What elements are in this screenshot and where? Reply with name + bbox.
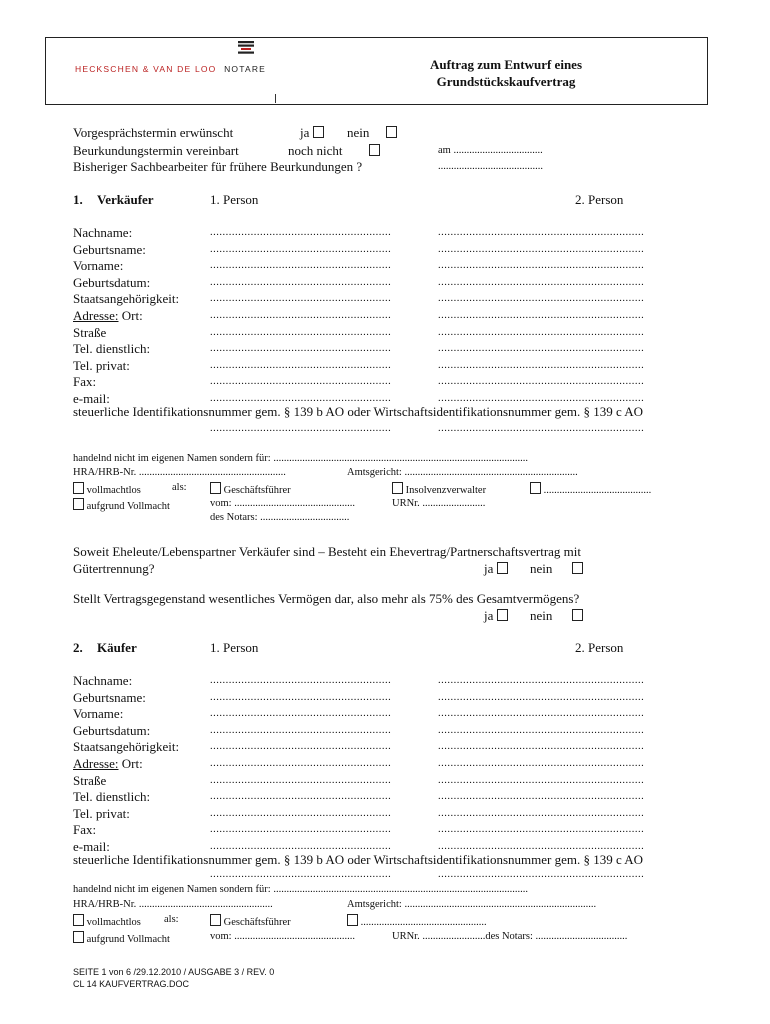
s2-field-p2[interactable]: .................................................................. [438,708,645,720]
s1-field-p1[interactable]: .......................................................... [210,376,392,388]
s2-field-p2[interactable]: .................................................................. [438,691,645,703]
checkbox-icon [392,482,403,494]
s1-field-p1[interactable]: .......................................................... [210,310,392,321]
s1-steuer-field-p1[interactable]: .......................................................... [210,423,392,434]
s2-field-label: Tel. privat: [73,805,130,821]
s2-field-p2[interactable]: .................................................................. [438,824,645,836]
s2-urnr[interactable]: URNr. ........................des Notars: ................................... [392,931,628,942]
checkbox-icon [73,498,84,510]
s2-field-label: Staatsangehörigkeit: [73,739,180,755]
s2-field-p2[interactable]: .................................................................. [438,724,645,736]
s2-field-p1[interactable]: .......................................................... [210,841,392,852]
checkbox-icon [347,914,358,926]
s1-hra[interactable]: HRA/HRB-Nr. ........................................................ [73,467,286,478]
title-line2: Grundstückskaufvertrag [436,74,576,89]
s1-steuer-field-p2[interactable]: .................................................................. [438,423,645,434]
s2-field-p1[interactable]: .......................................................... [210,824,392,836]
s2-field-p2[interactable]: .................................................................. [438,675,645,686]
section1-person2: 2. Person [575,192,624,207]
s1-field-label: Tel. privat: [73,357,130,373]
sachbearbeiter-field[interactable]: ........................................ [438,161,543,172]
section1-heading: Verkäufer [97,192,154,207]
s2-geschaeftsfuehrer[interactable]: Geschäftsführer [210,914,291,928]
section2-heading: Käufer [97,640,137,655]
checkbox-icon [313,126,324,138]
s1-field-label: Staatsangehörigkeit: [73,291,180,307]
vermoegen-question: Stellt Vertragsgegenstand wesentliches Vermögen dar, also mehr als 75% des Gesamtvermögens? [73,591,580,606]
s2-field-p2[interactable]: .................................................................. [438,807,645,819]
s1-field-label: Adresse: Ort: [73,308,143,323]
s2-steuer-field-p2[interactable]: .................................................................. [438,869,645,880]
checkbox-icon [369,144,380,156]
checkbox-icon [73,931,84,943]
s1-field-p1[interactable]: .......................................................... [210,326,392,338]
vorgespraech-nein[interactable]: nein [347,125,397,141]
checkbox-icon [210,482,221,494]
s1-field-p1[interactable]: .......................................................... [210,293,392,305]
s1-insolvenz[interactable]: Insolvenzverwalter [392,482,486,496]
section1-number: 1. [73,192,83,207]
eheleute-ja[interactable]: ja [484,561,508,577]
header-box [45,37,708,105]
eheleute-line2: Gütertrennung? [73,561,155,576]
s2-amtsgericht[interactable]: Amtsgericht: ......................................................................... [347,899,597,910]
checkbox-icon [386,126,397,138]
s2-steuer-field-p1[interactable]: .......................................................... [210,869,392,880]
s2-field-label: Nachname: [73,673,133,688]
beurkundung-label: Beurkundungstermin vereinbart [73,143,239,158]
s2-handelnd[interactable]: handelnd nicht im eigenen Namen sondern für: ................................................................................................. [73,884,528,895]
s2-field-p1[interactable]: .......................................................... [210,741,392,753]
s2-field-label: Fax: [73,822,97,838]
s1-field-label: Fax: [73,374,97,390]
s1-field-label: Tel. dienstlich: [73,341,151,357]
firm-name [75,64,266,74]
checkbox-icon [530,482,541,494]
s1-field-label: Geburtsdatum: [73,274,151,290]
s2-vom[interactable]: vom: .............................................. [210,931,355,942]
s2-field-label: Geburtsdatum: [73,722,151,738]
s2-als: als: [164,914,179,925]
s2-field-label: Adresse: Ort: [73,756,143,771]
s2-vollmachtlos[interactable]: vollmachtlos [73,914,141,928]
checkbox-icon [210,914,221,926]
section2-person1: 1. Person [210,640,259,655]
checkbox-icon [73,914,84,926]
s2-field-label: Straße [73,772,107,788]
s1-steuer-label: steuerliche Identifikationsnummer gem. § 139 b AO oder Wirtschaftsidentifikationsnummer gem. § 139 c AO [73,404,644,419]
s1-vollmachtlos[interactable]: vollmachtlos [73,482,141,496]
s1-field-p1[interactable]: .......................................................... [210,359,392,371]
s2-field-label: Geburtsname: [73,689,146,705]
s2-field-p1[interactable]: .......................................................... [210,791,392,803]
s1-field-p2[interactable]: .................................................................. [438,393,645,404]
checkbox-icon [572,562,583,574]
firm-name-part1: HECKSCHEN & VAN DE LOO [75,64,217,74]
footer-line1: SEITE 1 von 6 /29.12.2010 / AUSGABE 3 / REV. 0 [73,967,275,977]
s1-field-p2[interactable]: .................................................................. [438,227,645,238]
s1-field-p1[interactable]: .......................................................... [210,343,392,355]
section2-number: 2. [73,640,83,655]
s2-field-p1[interactable]: .......................................................... [210,807,392,819]
s1-des-notars[interactable]: des Notars: .................................. [210,512,350,523]
checkbox-icon [497,562,508,574]
s1-field-p2[interactable]: .................................................................. [438,326,645,338]
checkbox-icon [73,482,84,494]
s2-field-p1[interactable]: .......................................................... [210,691,392,703]
footer-line2: CL 14 KAUFVERTRAG.DOC [73,979,190,989]
s1-field-p1[interactable]: .......................................................... [210,393,392,404]
s2-field-p2[interactable]: .................................................................. [438,841,645,852]
firm-name-part2: NOTARE [224,64,267,74]
s1-field-p2[interactable]: .................................................................. [438,293,645,305]
firm-logo-icon [237,40,255,56]
s1-geschaeftsfuehrer[interactable]: Geschäftsführer [210,482,291,496]
s1-field-label: Nachname: [73,225,133,240]
title-line1: Auftrag zum Entwurf eines [429,57,582,72]
document-title [376,56,636,90]
s2-other[interactable]: ................................................ [347,914,487,928]
eheleute-line1: Soweit Eheleute/Lebenspartner Verkäufer sind – Besteht ein Ehevertrag/Partnerschaftsvertrag mit [73,544,582,559]
s1-field-p1[interactable]: .......................................................... [210,243,392,255]
s1-field-p2[interactable]: .................................................................. [438,243,645,255]
s1-field-p2[interactable]: .................................................................. [438,343,645,355]
s1-aufgrund[interactable]: aufgrund Vollmacht [73,498,170,512]
s2-field-label: e-mail: [73,839,110,854]
checkbox-icon [572,609,583,621]
beurkundung-am-field[interactable]: am .................................. [438,145,543,156]
s1-field-p2[interactable]: .................................................................. [438,276,645,288]
s1-field-label: Vorname: [73,258,124,274]
s1-als: als: [172,482,187,493]
s1-vom[interactable]: vom: .............................................. [210,498,355,509]
header-divider [275,94,276,103]
beurkundung-noch-nicht[interactable]: noch nicht [288,143,380,159]
vorgespraech-label: Vorgesprächstermin erwünscht [73,125,234,140]
s1-urnr[interactable]: URNr. ........................ [392,498,486,509]
s1-field-p1[interactable]: .......................................................... [210,227,392,238]
s1-field-p2[interactable]: .................................................................. [438,359,645,371]
s1-field-p2[interactable]: .................................................................. [438,310,645,321]
s2-steuer-label: steuerliche Identifikationsnummer gem. § 139 b AO oder Wirtschaftsidentifikationsnummer gem. § 139 c AO [73,852,644,867]
checkbox-icon [497,609,508,621]
s1-field-p2[interactable]: .................................................................. [438,376,645,388]
s2-aufgrund[interactable]: aufgrund Vollmacht [73,931,170,945]
vermoegen-nein[interactable]: nein [530,608,583,624]
s2-hra[interactable]: HRA/HRB-Nr. ................................................... [73,899,273,910]
footer [73,966,274,990]
s1-field-p1[interactable]: .......................................................... [210,276,392,288]
eheleute-nein[interactable]: nein [530,561,583,577]
section1-person1: 1. Person [210,192,259,207]
sachbearbeiter-label: Bisheriger Sachbearbeiter für frühere Beurkundungen ? [73,159,363,174]
s2-field-p1[interactable]: .......................................................... [210,774,392,786]
s2-field-p1[interactable]: .......................................................... [210,708,392,720]
s1-field-p1[interactable]: .......................................................... [210,260,392,272]
s1-field-p2[interactable]: .................................................................. [438,260,645,272]
vermoegen-ja[interactable]: ja [484,608,508,624]
s1-field-label: Geburtsname: [73,241,146,257]
s1-field-label: Straße [73,324,107,340]
s2-field-p2[interactable]: .................................................................. [438,774,645,786]
s1-handelnd[interactable]: handelnd nicht im eigenen Namen sondern für: ................................................................................................. [73,453,528,464]
vorgespraech-ja[interactable]: ja [300,125,324,141]
s2-field-p2[interactable]: .................................................................. [438,758,645,769]
s1-other[interactable]: ......................................... [530,482,651,496]
s2-field-p1[interactable]: .......................................................... [210,675,392,686]
section2-person2: 2. Person [575,640,624,655]
s2-field-p1[interactable]: .......................................................... [210,724,392,736]
s1-amtsgericht[interactable]: Amtsgericht: .................................................................. [347,467,578,478]
s2-field-label: Vorname: [73,706,124,722]
s2-field-p1[interactable]: .......................................................... [210,758,392,769]
s2-field-p2[interactable]: .................................................................. [438,791,645,803]
s2-field-p2[interactable]: .................................................................. [438,741,645,753]
s2-field-label: Tel. dienstlich: [73,789,151,805]
s1-field-label: e-mail: [73,391,110,406]
